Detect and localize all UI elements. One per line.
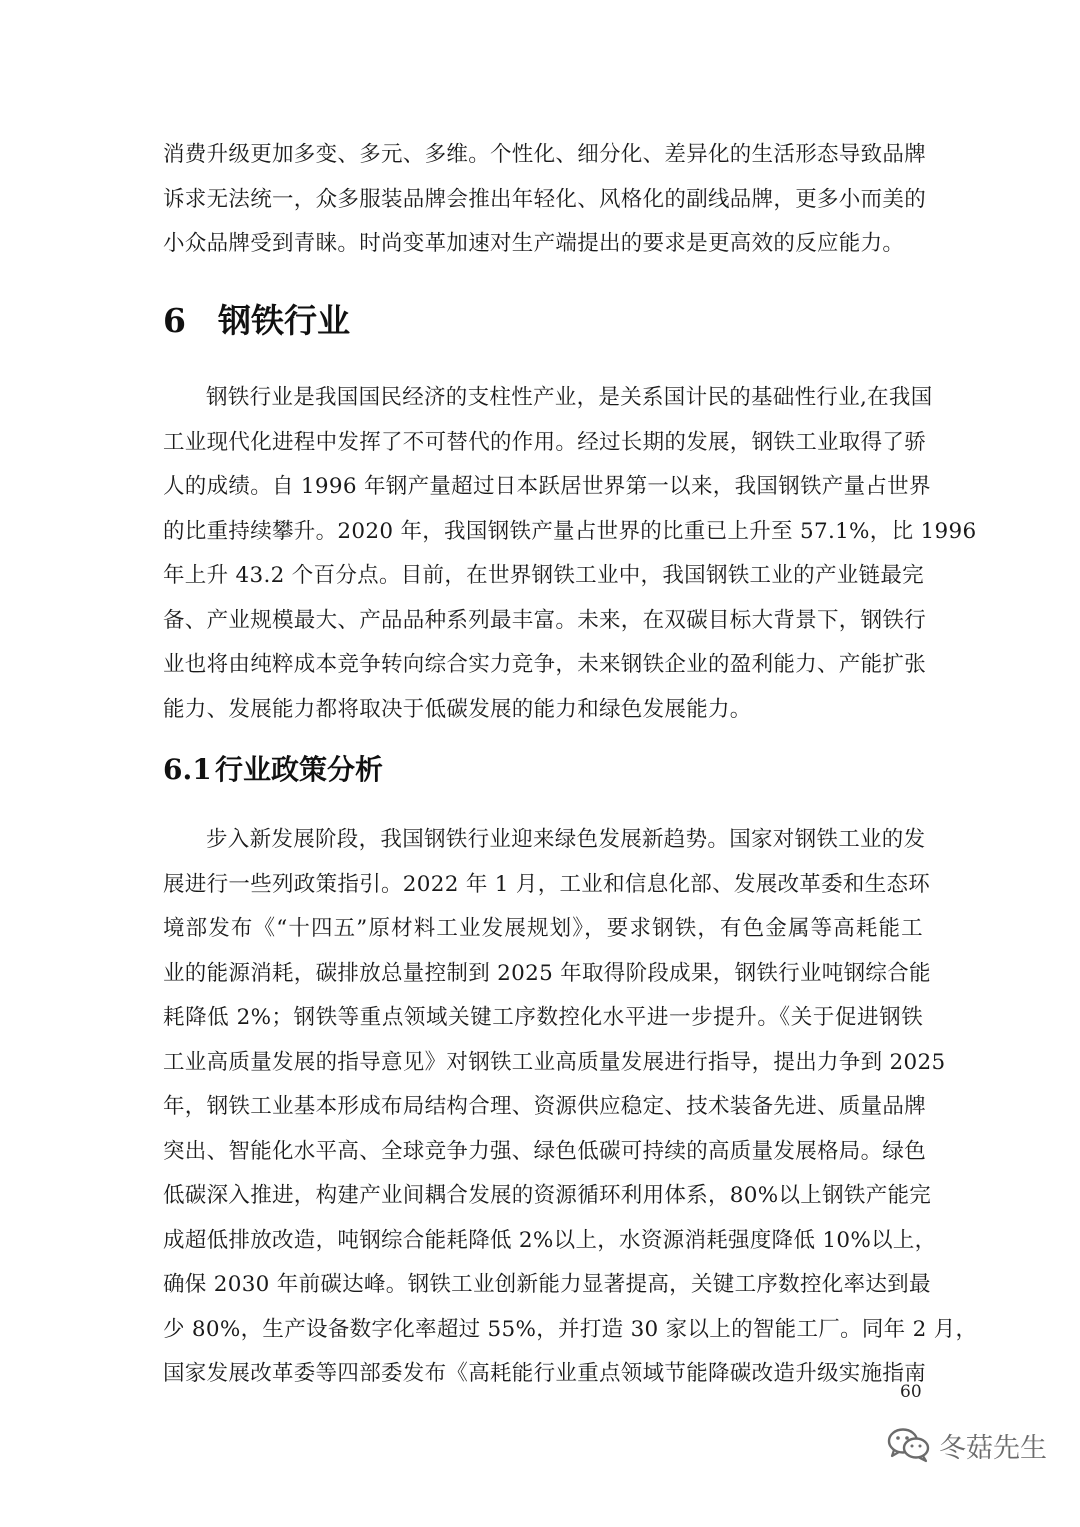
section-title: 钢铁行业 [218,301,350,340]
paragraph-line: 消费升级更加多变、多元、多维。个性化、细分化、差异化的生活形态导致品牌 [163,142,927,167]
paragraph-line: 工业高质量发展的指导意见》对钢铁工业高质量发展进行指导，提出力争到 2025 [163,1049,946,1075]
paragraph-line: 的比重持续攀升。2020 年，我国钢铁产量占世界的比重已上升至 57.1%，比 1996 [163,518,977,544]
section-6-paragraph [163,376,977,732]
wechat-icon [887,1427,931,1463]
paragraph-line: 人的成绩。自 1996 年钢产量超过日本跃居世界第一以来，我国钢铁产量占世界 [163,474,931,499]
paragraph-line: 钢铁行业是我国国民经济的支柱性产业，是关系国计民的基础性行业,在我国 [206,385,933,410]
paragraph-line: 少 80%，生产设备数字化率超过 55%，并打造 30 家以上的智能工厂。同年 2 月， [163,1316,978,1342]
paragraph-line: 低碳深入推进，构建产业间耦合发展的资源循环利用体系，80%以上钢铁产能完 [163,1183,932,1208]
paragraph-line: 年，钢铁工业基本形成布局结构合理、资源供应稳定、技术装备先进、质量品牌 [163,1094,927,1119]
paragraph-line: 确保 2030 年前碳达峰。钢铁工业创新能力显著提高，关键工序数控化率达到最 [163,1272,931,1297]
paragraph-line: 诉求无法统一，众多服装品牌会推出年轻化、风格化的副线品牌，更多小而美的 [163,186,927,212]
paragraph-line: 业的能源消耗，碳排放总量控制到 2025 年取得阶段成果，钢铁行业吨钢综合能 [163,960,931,986]
paragraph-line: 业也将由纯粹成本竞争转向综合实力竞争，未来钢铁企业的盈利能力、产能扩张 [163,652,927,677]
section-heading-6 [163,296,350,346]
paragraph-line: 耗降低 2%；钢铁等重点领域关键工序数控化水平进一步提升。《关于促进钢铁 [163,1005,923,1030]
paragraph-line: 备、产业规模最大、产品品种系列最丰富。未来，在双碳目标大背景下，钢铁行 [163,607,927,633]
section-6-1-paragraph [163,818,978,1397]
section-title: 行业政策分析 [215,753,384,786]
paragraph-line: 国家发展改革委等四部委发布《高耗能行业重点领域节能降碳改造升级实施指南 [163,1361,927,1386]
paragraph-line: 展进行一些列政策指引。2022 年 1 月，工业和信息化部、发展改革委和生态环 [163,871,931,897]
watermark [887,1425,1047,1465]
section-number: 6.1 [163,753,212,786]
intro-paragraph [163,133,927,267]
paragraph-line: 工业现代化进程中发挥了不可替代的作用。经过长期的发展，钢铁工业取得了骄 [163,429,927,455]
paragraph-line: 成超低排放改造，吨钢综合能耗降低 2%以上，水资源消耗强度降低 10%以上， [163,1227,937,1253]
paragraph-line: 年上升 43.2 个百分点。目前，在世界钢铁工业中，我国钢铁工业的产业链最完 [163,563,924,588]
section-heading-6-1 [163,748,383,792]
section-number: 6 [163,301,186,340]
paragraph-line: 小众品牌受到青睐。时尚变革加速对生产端提出的要求是更高效的反应能力。 [163,231,905,256]
paragraph-line: 步入新发展阶段，我国钢铁行业迎来绿色发展新趋势。国家对钢铁工业的发 [206,827,926,852]
watermark-text: 冬菇先生 [939,1432,1047,1464]
page-number: 60 [900,1382,922,1402]
paragraph-line: 境部发布《“十四五”原材料工业发展规划》，要求钢铁，有色金属等高耗能工 [163,916,923,941]
paragraph-line: 能力、发展能力都将取决于低碳发展的能力和绿色发展能力。 [163,696,752,722]
paragraph-line: 突出、智能化水平高、全球竞争力强、绿色低碳可持续的高质量发展格局。绿色 [163,1138,927,1164]
